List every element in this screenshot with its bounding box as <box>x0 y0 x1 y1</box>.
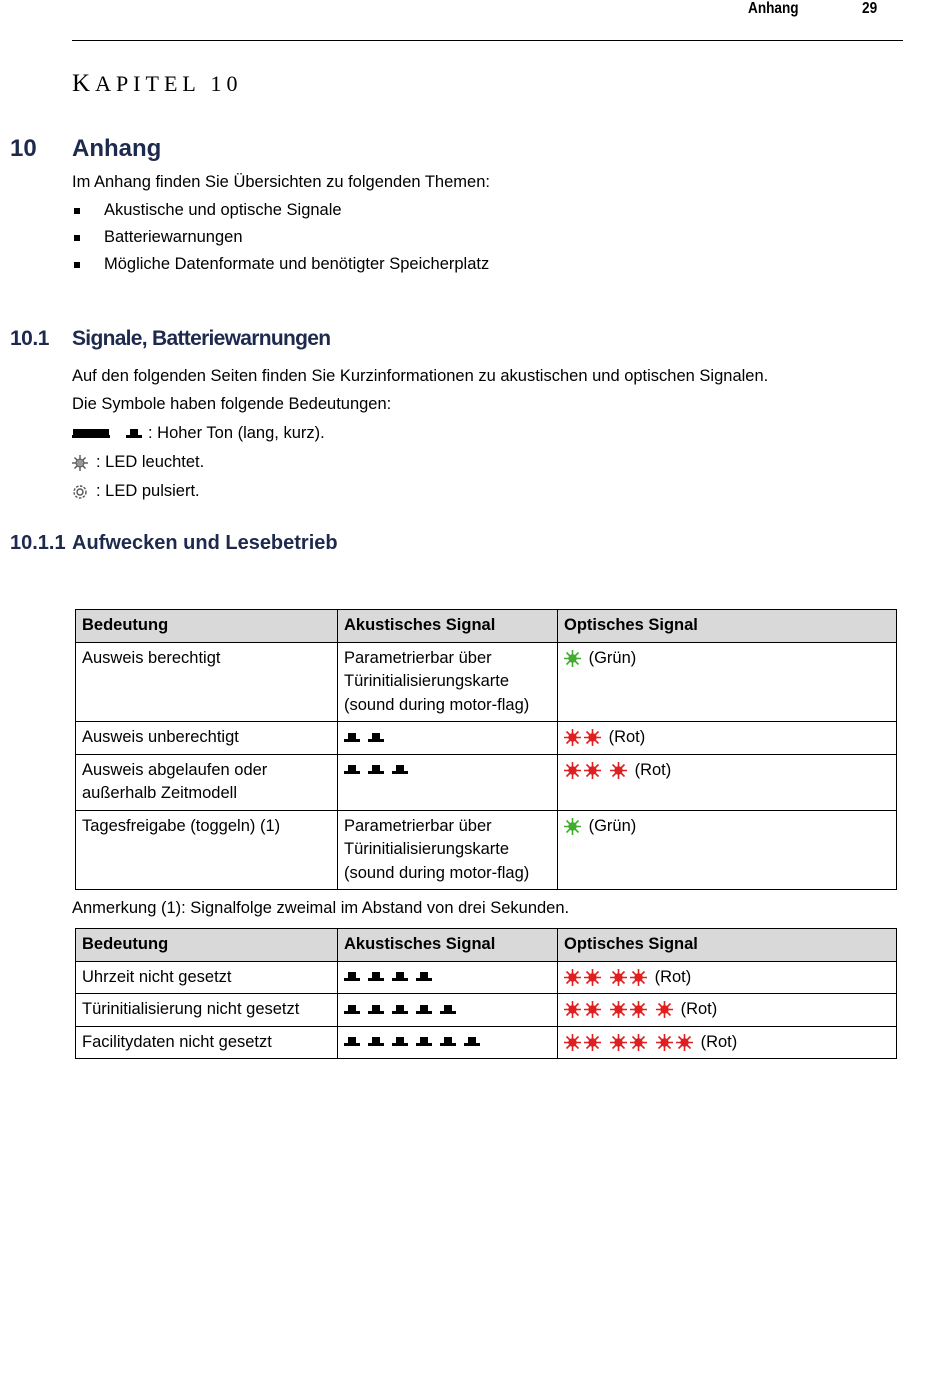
meaning-cell: Ausweis unberechtigt <box>76 722 338 755</box>
meaning-cell: Türinitialisierung nicht gesetzt <box>76 994 338 1027</box>
subsubsection-title: Aufwecken und Lesebetrieb <box>72 532 338 554</box>
chapter-label-initial: K <box>72 70 96 97</box>
red-led-icon <box>584 762 601 779</box>
acoustic-cell <box>338 642 558 722</box>
bullet-marker <box>74 208 80 214</box>
bullet-item: Batteriewarnungen <box>104 228 243 246</box>
column-header-acoustic: Akustisches Signal <box>338 929 558 962</box>
table-row <box>76 1026 897 1059</box>
red-led-icon <box>676 1034 693 1051</box>
legend-tone-text: : Hoher Ton (lang, kurz). <box>148 424 325 442</box>
red-led-icon <box>564 729 581 746</box>
column-header-meaning: Bedeutung <box>76 610 338 643</box>
legend-led-pulse <box>72 482 200 501</box>
optical-cell <box>558 754 897 810</box>
optical-cell <box>558 810 897 890</box>
short-tone-icon <box>416 1004 432 1016</box>
optical-text: (Rot) <box>634 760 672 779</box>
short-tone-icon <box>392 1004 408 1016</box>
bullet-marker <box>74 235 80 241</box>
long-tone-icon <box>72 428 112 440</box>
short-tone-icon <box>344 1004 360 1016</box>
acoustic-text: Parametrierbar über Türinitialisierungskarte (sound during motor-flag) <box>344 648 530 714</box>
page-number: 29 <box>862 0 878 17</box>
column-header-acoustic: Akustisches Signal <box>338 610 558 643</box>
optical-text: (Rot) <box>700 1032 738 1051</box>
short-tone-icon <box>440 1036 456 1048</box>
table-header-row <box>76 929 897 962</box>
red-led-icon <box>584 1034 601 1051</box>
red-led-icon <box>584 729 601 746</box>
led-pulse-icon <box>72 484 88 500</box>
red-led-icon <box>564 1001 581 1018</box>
meaning-cell: Ausweis berechtigt <box>76 642 338 722</box>
short-tone-icon <box>344 732 360 744</box>
short-tone-icon <box>392 764 408 776</box>
red-led-icon <box>564 762 581 779</box>
optical-text: (Grün) <box>588 648 637 667</box>
red-led-icon <box>564 1034 581 1051</box>
table-row <box>76 722 897 755</box>
subsection-number: 10.1 <box>10 327 49 350</box>
column-header-optical: Optisches Signal <box>558 929 897 962</box>
bullet-marker <box>74 262 80 268</box>
section-number: 10 <box>10 135 37 162</box>
short-tone-icon <box>126 428 142 440</box>
table-row <box>76 961 897 994</box>
optical-cell <box>558 1026 897 1059</box>
acoustic-cell <box>338 810 558 890</box>
red-led-icon <box>610 762 627 779</box>
optical-cell <box>558 961 897 994</box>
table-row <box>76 642 897 722</box>
short-tone-icon <box>344 971 360 983</box>
optical-cell <box>558 722 897 755</box>
table-header-row <box>76 610 897 643</box>
running-header-title: Anhang <box>748 0 799 17</box>
section-title: Anhang <box>72 135 162 162</box>
red-led-icon <box>584 1001 601 1018</box>
optical-text: (Rot) <box>654 967 692 986</box>
short-tone-icon <box>392 971 408 983</box>
acoustic-cell <box>338 754 558 810</box>
short-tone-icon <box>368 1004 384 1016</box>
green-led-icon <box>564 650 581 667</box>
table-row <box>76 754 897 810</box>
red-led-icon <box>610 969 627 986</box>
red-led-icon <box>630 969 647 986</box>
red-led-icon <box>564 969 581 986</box>
legend-tone <box>72 424 325 443</box>
meaning-cell: Facilitydaten nicht gesetzt <box>76 1026 338 1059</box>
meaning-cell: Ausweis abgelaufen oder außerhalb Zeitmodell <box>76 754 338 810</box>
section-intro: Im Anhang finden Sie Übersichten zu folgenden Themen: <box>72 173 490 191</box>
led-on-icon <box>72 455 88 471</box>
short-tone-icon <box>392 1036 408 1048</box>
legend-led-pulse-text: : LED pulsiert. <box>96 482 200 500</box>
legend-led-on-text: : LED leuchtet. <box>96 453 205 471</box>
green-led-icon <box>564 818 581 835</box>
chapter-label <box>72 70 243 98</box>
optical-text: (Grün) <box>588 816 637 835</box>
signal-table-config <box>75 928 897 1059</box>
red-led-icon <box>610 1034 627 1051</box>
red-led-icon <box>630 1034 647 1051</box>
acoustic-cell <box>338 1026 558 1059</box>
acoustic-text: Parametrierbar über Türinitialisierungskarte (sound during motor-flag) <box>344 816 530 882</box>
acoustic-cell <box>338 961 558 994</box>
table-row <box>76 994 897 1027</box>
red-led-icon <box>584 969 601 986</box>
subsection-paragraph: Die Symbole haben folgende Bedeutungen: <box>72 395 392 413</box>
short-tone-icon <box>416 1036 432 1048</box>
bullet-item: Akustische und optische Signale <box>104 201 342 219</box>
bullet-item: Mögliche Datenformate und benötigter Speicherplatz <box>104 255 490 273</box>
optical-cell <box>558 994 897 1027</box>
short-tone-icon <box>440 1004 456 1016</box>
red-led-icon <box>610 1001 627 1018</box>
short-tone-icon <box>344 1036 360 1048</box>
acoustic-cell <box>338 994 558 1027</box>
optical-text: (Rot) <box>608 728 646 746</box>
short-tone-icon <box>464 1036 480 1048</box>
chapter-label-rest: APITEL 10 <box>95 71 243 96</box>
column-header-meaning: Bedeutung <box>76 929 338 962</box>
short-tone-icon <box>368 732 384 744</box>
column-header-optical: Optisches Signal <box>558 610 897 643</box>
short-tone-icon <box>368 764 384 776</box>
short-tone-icon <box>368 971 384 983</box>
legend-led-on <box>72 453 204 472</box>
subsection-paragraph: Auf den folgenden Seiten finden Sie Kurzinformationen zu akustischen und optischen Signalen. <box>72 367 769 385</box>
red-led-icon <box>656 1034 673 1051</box>
optical-text: (Rot) <box>680 1000 718 1018</box>
header-rule <box>72 40 903 41</box>
subsection-title: Signale, Batteriewarnungen <box>72 327 331 350</box>
acoustic-cell <box>338 722 558 755</box>
meaning-cell: Uhrzeit nicht gesetzt <box>76 961 338 994</box>
signal-table-wakeup <box>75 609 897 890</box>
red-led-icon <box>656 1001 673 1018</box>
meaning-cell: Tagesfreigabe (toggeln) (1) <box>76 810 338 890</box>
short-tone-icon <box>368 1036 384 1048</box>
optical-cell <box>558 642 897 722</box>
table-note: Anmerkung (1): Signalfolge zweimal im Abstand von drei Sekunden. <box>72 899 570 917</box>
subsubsection-number: 10.1.1 <box>10 532 66 554</box>
table-row <box>76 810 897 890</box>
short-tone-icon <box>416 971 432 983</box>
short-tone-icon <box>344 764 360 776</box>
red-led-icon <box>630 1001 647 1018</box>
